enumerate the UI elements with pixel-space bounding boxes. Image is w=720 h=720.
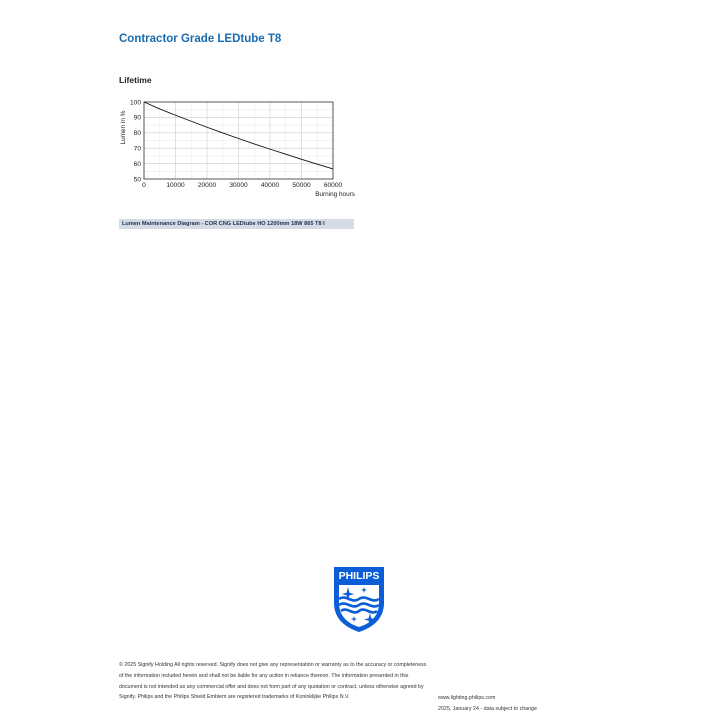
- x-axis-label: Burning hours: [315, 191, 355, 198]
- document-title: Contractor Grade LEDtube T8: [119, 33, 282, 45]
- x-tick-label: 0: [142, 182, 146, 189]
- x-tick-label: 10000: [166, 182, 185, 189]
- lumen-maintenance-chart: [112, 92, 362, 204]
- diagram-caption: Lumen Maintenance Diagram - COR CNG LEDtube HO 1200mm 18W 865 T8 I: [119, 219, 354, 229]
- y-tick-label: 100: [129, 99, 141, 107]
- y-tick-label: 50: [133, 176, 141, 184]
- y-tick-label: 90: [133, 114, 141, 122]
- date-note: 2025, January 24 - data subject to change: [438, 705, 537, 712]
- logo-wordmark: PHILIPS: [338, 570, 380, 582]
- x-tick-label: 30000: [229, 182, 248, 189]
- section-title-lifetime: Lifetime: [119, 75, 152, 85]
- philips-logo: [332, 565, 386, 633]
- x-tick-label: 40000: [260, 182, 280, 189]
- y-tick-label: 60: [133, 160, 141, 168]
- y-axis-label: Lumen in %: [120, 110, 127, 145]
- y-tick-label: 80: [133, 130, 141, 138]
- footer-meta: [438, 693, 598, 715]
- y-tick-label: 70: [133, 145, 141, 153]
- copyright-disclaimer: © 2025 Signify Holding All rights reserved. Signify does not give any representation or warranty as to the accuracy or completeness of the information included herein and shall not be liable for any action in reliance thereon. The information presented in this document is not intended as any commercial offer and does not form part of any quotation or contract, unless otherwise agreed by Signify. Philips and the Philips Shield Emblem are registered trademarks of Koninklijke Philips N.V.: [119, 662, 427, 701]
- x-tick-label: 60000: [323, 182, 343, 189]
- website-link[interactable]: www.lighting.philips.com: [438, 695, 496, 701]
- philips-shield-icon: [332, 565, 386, 633]
- x-tick-label: 50000: [292, 182, 311, 189]
- x-tick-label: 20000: [197, 182, 217, 189]
